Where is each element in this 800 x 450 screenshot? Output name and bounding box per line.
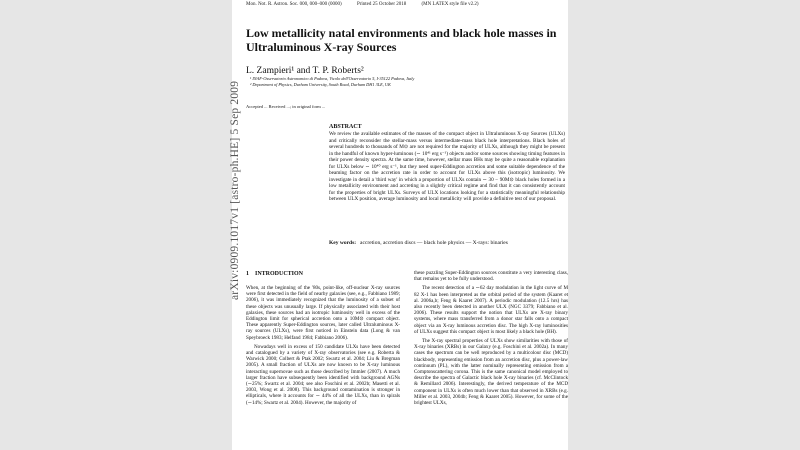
abstract-heading: ABSTRACT	[329, 124, 362, 130]
paper-authors: L. Zampieri¹ and T. P. Roberts²	[246, 66, 364, 76]
abstract	[329, 124, 565, 203]
left-column	[246, 285, 400, 409]
paragraph: The X-ray spectral properties of ULXs show similarities with those of X-ray binaries (XRBs) in our Galaxy (e.g. Foschini et al. 2002a). In many cases the spectrum can be well reproduced by a multicolour disc (MCD) blackbody, representing emission from an accretion disc, plus a power-law continuum (PL), with the latter nominally representing emission from a Comptonscattering corona. This is the same canonical model employed to describe the spectra of Galactic black hole X-ray binaries (cf. McClintock & Remillard 2006). Interestingly, the derived temperature of the MCD component in ULXs is often much lower than that observed in XRBs (e.g. Miller et al. 2003, 2004b; Feng & Kaaret 2005). However, for some of the brightest ULXs,	[414, 338, 568, 407]
accepted-line: Accepted ... Received ...; in original form ...	[246, 104, 326, 109]
paragraph: these puzzling Super-Eddington sources constitute a very interesting class, that remains yet to be fully understood.	[414, 270, 568, 283]
section-title: INTRODUCTION	[255, 271, 304, 277]
paper-title: Low metallicity natal environments and black hole masses in Ultraluminous X-ray Sources	[246, 26, 557, 54]
section-heading	[246, 271, 309, 277]
paragraph: Nowadays well in excess of 150 candidate ULXs have been detected and catalogued by a variety of X-ray observatories (see e.g. Roberta & Warwick 2000; Colbert & Ptak 2002; Swartz et al. 2004; Liu & Bregman 2005). A small fraction of ULXs are now known to be X-ray luminous interacting supernovae such as those described by Immler (2007). A much larger fraction have subsequently been identified with background AGNs (∼25%; Swartz et al. 2004; see also Foschini et al. 2002b; Masetti et al. 2003, Wong et al. 2008). This background contamination is stronger in ellipticals, where it accounts for ∼ 44% of all the ULXs, than in spirals (∼14%; Swartz et al. 2004). However, the majority of	[246, 343, 400, 406]
affiliations	[250, 76, 414, 88]
printed-date: Printed 25 October 2018	[356, 2, 407, 7]
style-note: (MN LATEX style file v2.2)	[421, 2, 479, 7]
keywords	[329, 240, 565, 246]
keywords-text: accretion, accretion discs — black hole physics — X-rays: binaries	[360, 240, 508, 246]
paragraph: The recent detection of a ∼62 day modulation in the light curve of M 82 X-1 has been interpreted as the orbital period of the system (Kaaret et al. 2006a,b; Feng & Kaaret 2007). A periodic modulation (12.5 hrs) has also recently been detected in another ULX (NGC 3379; Fabbiano et al. 2006). These results support the notion that ULXs are X-ray binary systems, where mass transferred from a donor star falls onto a compact object via an X-ray luminous accretion disc. The high X-ray luminosities of ULXs suggest this compact object is most likely a black hole (BH).	[414, 285, 568, 335]
section-number: 1	[246, 271, 249, 277]
affiliation-2: ² Department of Physics, Durham University, South Road, Durham DH1 3LE, UK	[250, 82, 391, 87]
keywords-label: Key words:	[329, 240, 357, 246]
abstract-text: We review the available estimates of the masses of the compact object in Ultraluminous X-ray Sources (ULXs) and critically reconsider the stellar-mass versus intermediate-mass black hole interpretations. Black holes of several hundreds to thousands of M⊙ are not required for the majority of ULXs, although they might be present in the handful of known hyper-luminous (∼ 10⁴¹ erg s⁻¹) objects and/or some sources showing timing features in their power density spectra. At the same time, however, stellar mass BHs may be quite a reasonable explanation for ULXs below ∼ 10⁴⁰ erg s⁻¹, but they need super-Eddington accretion and some suitable dependence of the beaming factor on the accretion rate in order to account for ULXs above this (isotropic) luminosity. We investigate in detail a 'third way' in which a proportion of ULXs contain ∼ 30 − 90M⊙ black holes formed in a low metallicity environment and accreting in a slightly critical regime and find that it can consistently account for the properties of bright ULXs. Surveys of ULX locations looking for a statistically meaningful relationship between ULX position, average luminosity and local metallicity will provide a definitive test of our proposal.	[329, 131, 565, 203]
paragraph: When, at the beginning of the '80s, point-like, off-nuclear X-ray sources were first detected in the field of nearby galaxies (see, e.g., Fabbiano 1989; 2006), it was immediately recognized that the luminosity of a subset of these objects was unusually large. If physically associated with their host galaxies, these sources had an isotropic luminosity well in excess of the Eddington limit for spherical accretion onto a 10M⊙ compact object. These apparently Super-Eddington sources, later called Ultraluminous X-ray sources (ULXs), were first noticed in Einstein data (Long & van Speybroeck 1983; Helfand 1984; Fabbiano 2006).	[246, 285, 400, 341]
journal-ref: Mon. Not. R. Astron. Soc. 000, 000–000 (0000)	[246, 2, 342, 7]
running-head	[246, 2, 566, 7]
affiliation-1: ¹ INAF-Osservatorio Astronomico di Padova, Vicolo dell'Osservatorio 5, I-35122 Padova, Italy	[250, 76, 415, 81]
right-column	[414, 270, 568, 409]
arxiv-stamp: arXiv:0909.1017v1 [astro-ph.HE] 5 Sep 2009	[229, 80, 241, 300]
